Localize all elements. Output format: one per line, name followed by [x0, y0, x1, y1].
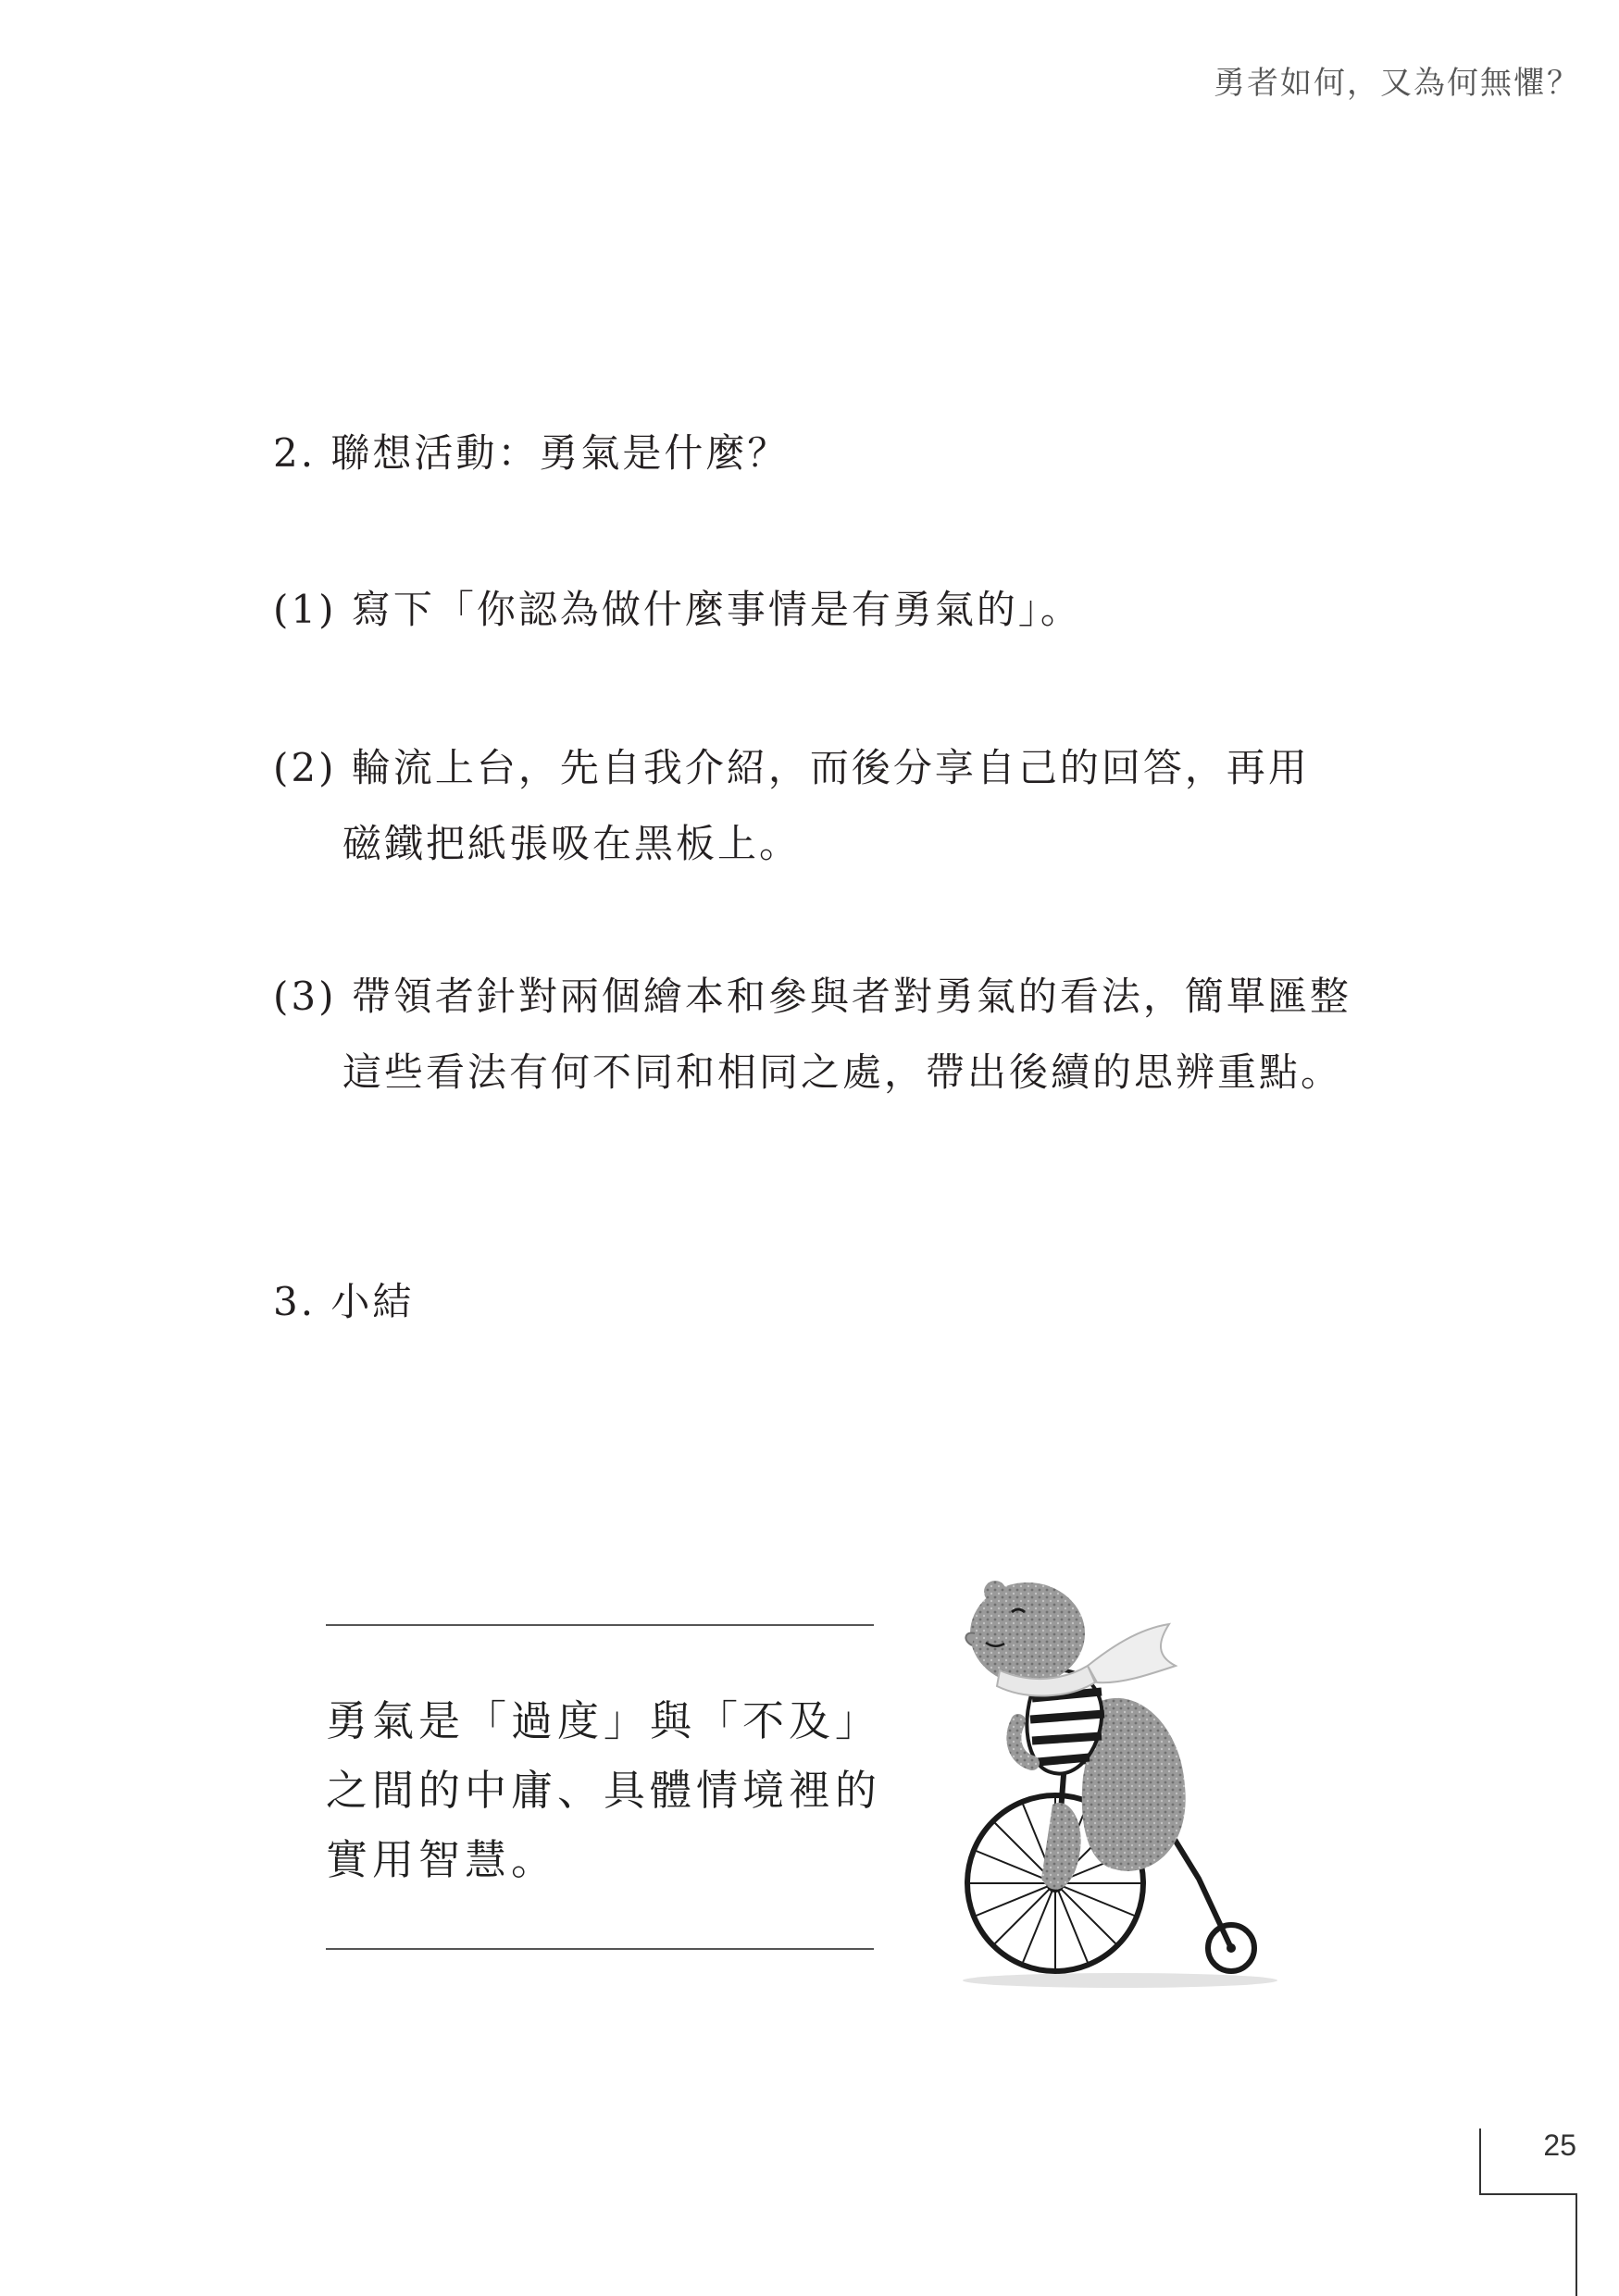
section-3-heading: 3. 小結 — [273, 1279, 415, 1324]
item-2-line-2: 磁鐵把紙張吸在黑板上。 — [342, 821, 802, 866]
summary-quote — [326, 1686, 900, 1894]
bear-on-penny-farthing-icon — [949, 1573, 1291, 1999]
page-number: 25 — [1543, 2128, 1576, 2162]
item-2-line-1: (2) 輪流上台，先自我介紹，而後分享自己的回答，再用 — [273, 745, 1310, 790]
page-corner-rule — [1479, 2193, 1577, 2195]
summary-bottom-rule — [326, 1948, 874, 1950]
summary-line-3: 實用智慧。 — [326, 1835, 558, 1884]
summary-line-2: 之間的中庸、具體情境裡的 — [326, 1766, 882, 1815]
summary-line-1: 勇氣是「過度」與「不及」 — [326, 1696, 882, 1745]
page-corner-mark — [1479, 2128, 1481, 2195]
running-head: 勇者如何，又為何無懼？ — [1214, 65, 1580, 102]
summary-top-rule — [326, 1624, 874, 1626]
item-1: (1) 寫下「你認為做什麼事情是有勇氣的」。 — [273, 587, 1082, 632]
section-2-heading: 2. 聯想活動：勇氣是什麼？ — [273, 430, 790, 476]
page-edge-rule — [1575, 2193, 1577, 2296]
item-3-line-1: (3) 帶領者針對兩個繪本和參與者對勇氣的看法，簡單匯整 — [273, 974, 1351, 1019]
item-3-line-2: 這些看法有何不同和相同之處，帶出後續的思辨重點。 — [342, 1049, 1343, 1095]
